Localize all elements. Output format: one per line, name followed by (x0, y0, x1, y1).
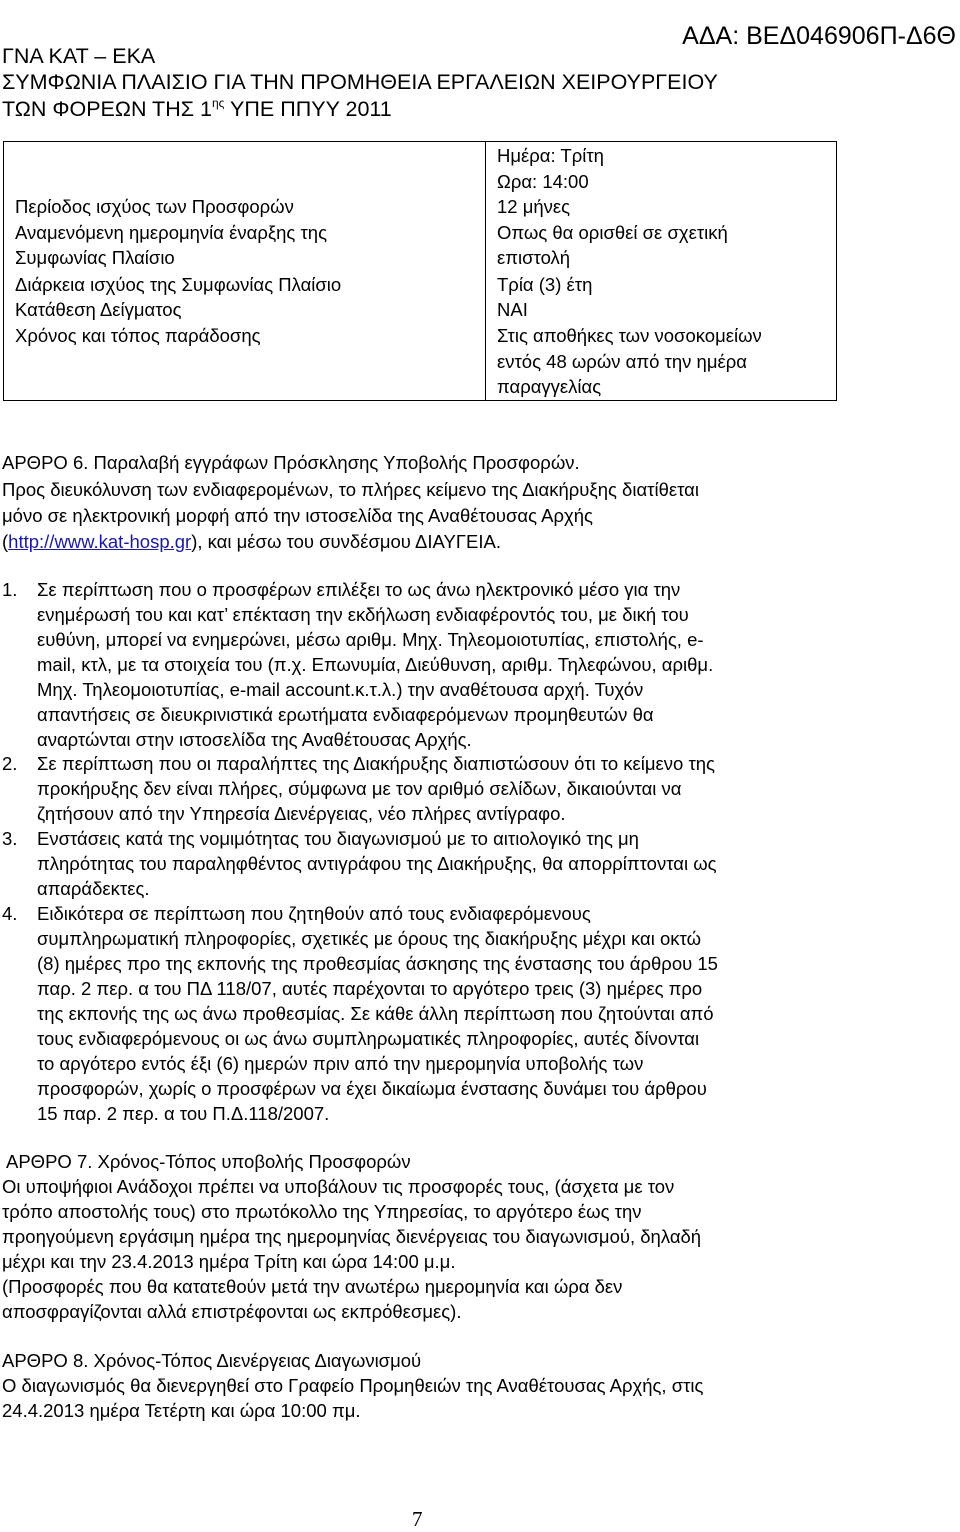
document-title-line1: ΣΥΜΦΩΝΙΑ ΠΛΑΙΣΙΟ ΓΙΑ ΤΗΝ ΠΡΟΜΗΘΕΙΑ ΕΡΓΑΛΕΙΩΝ ΧΕΙΡΟΥΡΓΕΙΟΥ (2, 70, 718, 94)
item4-line: τους ενδιαφερόμενους οι ως άνω συμπληρωματικές πληροφορίες, αυτές δίνονται (37, 1028, 700, 1049)
item1-number: 1. (2, 579, 18, 600)
intro-paren-open: ( (2, 531, 9, 552)
article7-line: (Προσφορές που θα κατατεθούν μετά την ανωτέρω ημερομηνία και ώρα δεν (2, 1276, 623, 1297)
item1-line: mail, κτλ, με τα στοιχεία του (π.χ. Επωνυμία, Διεύθυνση, αριθμ. Τηλεφώνου, αριθμ. (37, 654, 714, 675)
item1-line: ενημέρωσή του και κατ’ επέκταση την εκδήλωση ενδιαφέροντός του, με δική του (37, 604, 689, 625)
item4-line: συμπληρωματική πληροφορίες, σχετικές με όρους της διακήρυξης μέχρι και οκτώ (37, 928, 702, 949)
item2-line: προκήρυξης δεν είναι πλήρες, σύμφωνα με τον αριθμό σελίδων, δικαιούνται να (37, 778, 682, 799)
item3-line: Ενστάσεις κατά της νομιμότητας του διαγωνισμού με το αιτιολογικό της μη (37, 828, 639, 849)
article6-intro-line1: Προς διευκόλυνση των ενδιαφερομένων, το πλήρες κείμενο της Διακήρυξης διατίθεται (2, 479, 699, 500)
article8-line: Ο διαγωνισμός θα διενεργηθεί στο Γραφείο Προμηθειών της Αναθέτουσας Αρχής, στις (2, 1375, 704, 1396)
article7-line: αποσφραγίζονται αλλά επιστρέφονται ως εκπρόθεσμες). (2, 1301, 462, 1322)
article8-line: 24.4.2013 ημέρα Τετέρτη και ώρα 10:00 πμ. (2, 1400, 361, 1421)
table-divider (485, 142, 486, 400)
article6-title: ΑΡΘΡΟ 6. Παραλαβή εγγράφων Πρόσκλησης Υποβολής Προσφορών. (2, 452, 580, 473)
item1-line: Μηχ. Τηλεομοιοτυπίας, e-mail account.κ.τ.λ.) την αναθέτουσα αρχή. Τυχόν (37, 679, 644, 700)
value-day: Ημέρα: Τρίτη (497, 145, 604, 166)
item3-line: απαράδεκτες. (37, 878, 150, 899)
ada-code: ΑΔΑ: ΒΕΔ046906Π-Δ6Θ (682, 22, 956, 50)
document-title-line2 (2, 97, 392, 122)
hospital-website-link[interactable]: http://www.kat-hosp.gr (8, 531, 192, 552)
item2-line: ζητήσουν από την Υπηρεσία Διενέργειας, νέο πλήρες αντίγραφο. (37, 803, 566, 824)
item2-number: 2. (2, 753, 18, 774)
label-agreement-duration: Διάρκεια ισχύος της Συμφωνίας Πλαίσιο (15, 274, 342, 295)
item4-line: 15 παρ. 2 περ. α του Π.Δ.118/2007. (37, 1103, 330, 1124)
value-expected-start: Οπως θα ορισθεί σε σχετική (497, 222, 728, 243)
intro-line3-rest: ), και μέσω του συνδέσμου ΔΙΑΥΓΕΙΑ. (191, 531, 501, 552)
item1-line: ευθύνη, μπορεί να ενημερώνει, μέσω αριθμ. Μηχ. Τηλεομοιοτυπίας, επιστολής, e- (37, 629, 704, 650)
item4-line: παρ. 2 περ. α του ΠΔ 118/07, αυτές παρέχονται το αργότερο τρεις (3) ημέρες προ (37, 978, 703, 999)
value-agreement-duration: Τρία (3) έτη (497, 274, 593, 295)
article7-line: προηγούμενη εργάσιμη ημέρα της ημερομηνίας διενέργειας του διαγωνισμού, δηλαδή (2, 1226, 702, 1247)
item4-line: της εκπονής της ως άνω προθεσμίας. Σε κάθε άλλη περίπτωση που ζητούνται από (37, 1003, 714, 1024)
item4-line: το αργότερο εντός έξι (6) ημερών πριν από την ημερομηνία υποβολής των (37, 1053, 644, 1074)
value-time: Ωρα: 14:00 (497, 171, 589, 192)
page-number: 7 (412, 1507, 423, 1531)
value-offer-validity: 12 μήνες (497, 196, 571, 217)
label-sample-submission: Κατάθεση Δείγματος (15, 299, 182, 320)
article7-line: τρόπο αποστολής τους) στο πρωτόκολλο της Υπηρεσίας, το αργότερο έως την (2, 1201, 642, 1222)
article7-line: Οι υποψήφιοι Ανάδοχοι πρέπει να υποβάλουν τις προσφορές τους, (άσχετα με τον (2, 1176, 675, 1197)
item4-line: προσφορών, χωρίς ο προσφέρων να έχει δικαίωμα ένστασης δυνάμει του άρθρου (37, 1078, 707, 1099)
article7-line: μέχρι και την 23.4.2013 ημέρα Τρίτη και ώρα 14:00 μ.μ. (2, 1251, 456, 1272)
item4-number: 4. (2, 903, 18, 924)
value-sample-submission: ΝΑΙ (497, 299, 528, 320)
article6-intro-line2: μόνο σε ηλεκτρονική μορφή από την ιστοσελίδα της Αναθέτουσας Αρχής (2, 505, 593, 526)
label-expected-start-cont: Συμφωνίας Πλαίσιο (15, 247, 175, 268)
organization-name: ΓΝΑ ΚΑΤ – ΕΚΑ (2, 44, 156, 68)
value-expected-start-cont: επιστολή (497, 247, 571, 268)
terms-table (3, 141, 837, 401)
value-delivery-cont1: εντός 48 ωρών από την ημέρα (497, 351, 747, 372)
item1-line: αναρτώνται στην ιστοσελίδα της Αναθέτουσας Αρχής. (37, 729, 472, 750)
title-line2-pre: ΤΩΝ ΦΟΡΕΩΝ ΤΗΣ 1 (2, 97, 212, 121)
article6-intro-line3 (2, 529, 501, 554)
item3-number: 3. (2, 828, 18, 849)
item3-line: πληρότητας του παραληφθέντος αντιγράφου της Διακήρυξης, θα απορρίπτονται ως (37, 853, 717, 874)
label-expected-start: Αναμενόμενη ημερομηνία έναρξης της (15, 222, 327, 243)
item4-line: (8) ημέρες προ της εκπονής της προθεσμίας άσκησης της ένστασης του άρθρου 15 (37, 953, 718, 974)
item1-line: απαντήσεις σε διευκρινιστικά ερωτήματα ενδιαφερόμενων προμηθευτών θα (37, 704, 654, 725)
item4-line: Ειδικότερα σε περίπτωση που ζητηθούν από τους ενδιαφερόμενους (37, 903, 591, 924)
article7-title: ΑΡΘΡΟ 7. Χρόνος-Τόπος υποβολής Προσφορών (6, 1151, 411, 1172)
title-line2-sup: ης (211, 96, 225, 110)
label-offer-validity: Περίοδος ισχύος των Προσφορών (15, 196, 294, 217)
title-line2-post: ΥΠΕ ΠΠΥΥ 2011 (224, 97, 392, 121)
item1-line: Σε περίπτωση που ο προσφέρων επιλέξει το ως άνω ηλεκτρονικό μέσο για την (37, 579, 681, 600)
item2-line: Σε περίπτωση που οι παραλήπτες της Διακήρυξης διαπιστώσουν ότι το κείμενο της (37, 753, 715, 774)
value-delivery: Στις αποθήκες των νοσοκομείων (497, 325, 762, 346)
label-delivery: Χρόνος και τόπος παράδοσης (15, 325, 261, 346)
value-delivery-cont2: παραγγελίας (497, 376, 602, 397)
article8-title: ΑΡΘΡΟ 8. Χρόνος-Τόπος Διενέργειας Διαγωνισμού (2, 1350, 422, 1371)
